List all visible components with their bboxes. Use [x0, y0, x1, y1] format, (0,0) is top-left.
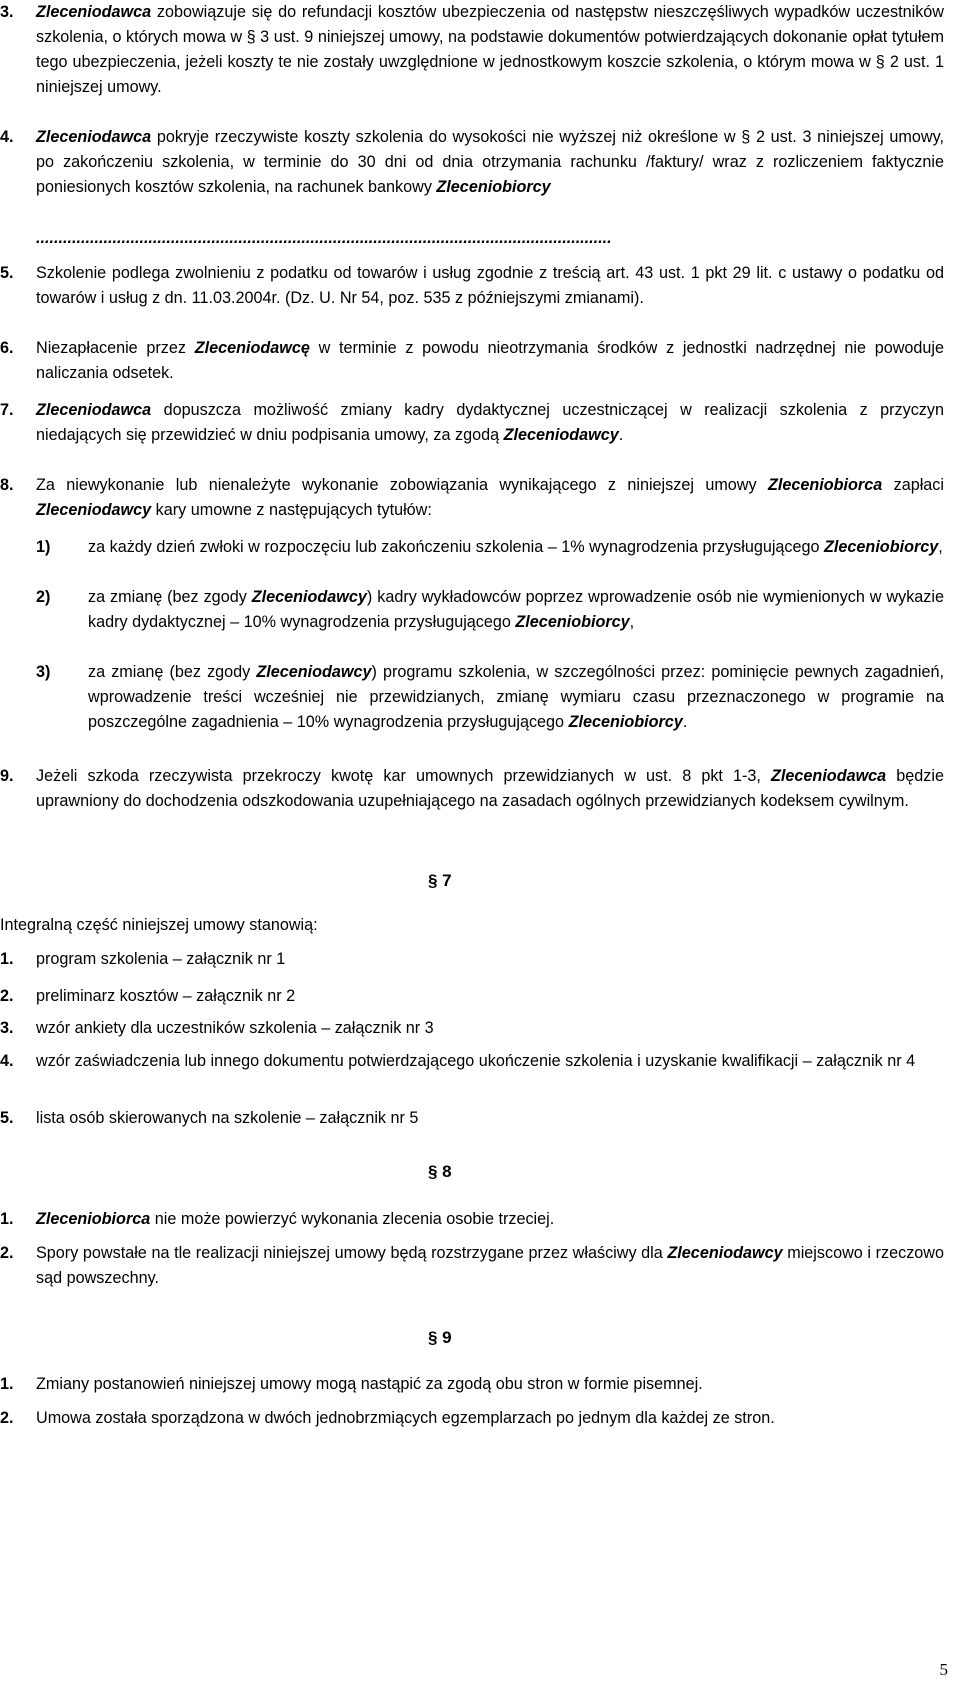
item-text: wzór ankiety dla uczestników szkolenia – załącznik nr 3 [36, 1019, 434, 1037]
item-number: 1. [0, 950, 14, 968]
item-number: 2. [0, 1409, 14, 1427]
text-run: miejscowo i rzeczowo sąd powszechny. [36, 1244, 945, 1287]
paragraph-body [36, 764, 944, 814]
item-number: 1. [0, 1210, 14, 1228]
paragraph-5 [0, 261, 944, 311]
dotted-fill [36, 226, 815, 251]
paragraph-4 [0, 125, 944, 200]
text-run: , [629, 613, 635, 631]
dotted-line [0, 226, 815, 251]
text-run: za zmianę (bez zgody [88, 588, 252, 606]
paragraph-number: 3. [0, 3, 14, 21]
item-number: 2. [0, 1244, 14, 1262]
text-run: . [682, 713, 688, 731]
section-8-item-1 [0, 1207, 944, 1232]
text-run: za każdy dzień zwłoki w rozpoczęciu lub zakończeniu szkolenia – 1% wynagrodzenia przysługującego [88, 538, 825, 556]
paragraph-number: 7. [0, 401, 14, 419]
item-number: 5. [0, 1109, 14, 1127]
emphasized-term: Zleceniodawcy [503, 426, 619, 444]
text-run: , [938, 538, 943, 556]
emphasized-term: Zleceniobiorcy [824, 538, 939, 556]
text-run: nie może powierzyć wykonania zlecenia osobie trzeciej. [150, 1210, 555, 1228]
item-number: 3. [0, 1019, 14, 1037]
paragraph-body [36, 398, 944, 448]
text-run: ) kadry wykładowców poprzez wprowadzenie osób nie wymienionych w wykazie kadry dydaktycznej – 10% wynagrodzenia przysługującego [88, 588, 944, 631]
text-run: Niezapłacenie przez [36, 339, 195, 357]
paragraph-body [36, 336, 944, 386]
item-body [88, 585, 944, 635]
emphasized-term: Zleceniobiorca [767, 476, 883, 494]
attachment-item [0, 1049, 944, 1074]
item-number: 2) [36, 588, 51, 606]
text-run: będzie uprawniony do dochodzenia odszkodowania uzupełniającego na zasadach ogólnych przewidzianych kodeksem cywilnym. [36, 767, 944, 810]
text-run: dopuszcza możliwość zmiany kadry dydaktycznej uczestniczącej w realizacji szkolenia z przyczyn niedających się przewidzieć w dniu podpisania umowy, za zgodą [36, 401, 944, 444]
text-run: zapłaci [882, 476, 944, 494]
paragraph-body [36, 125, 944, 200]
item-number: 1) [36, 538, 51, 556]
attachment-item [0, 1106, 944, 1131]
item-body [88, 660, 944, 735]
paragraph-7 [0, 398, 944, 448]
penalty-item-2 [36, 585, 944, 635]
emphasized-term: Zleceniodawcy [36, 501, 152, 519]
item-text: Umowa została sporządzona w dwóch jednobrzmiących egzemplarzach po jednym dla każdej ze stron. [36, 1409, 775, 1427]
emphasized-term: Zleceniodawca [771, 767, 887, 785]
page-number: 5 [939, 1660, 948, 1679]
text-run: . [618, 426, 624, 444]
emphasized-term: Zleceniodawca [36, 128, 152, 146]
text-run: pokryje rzeczywiste koszty szkolenia do wysokości nie wyższej niż określone w § 2 ust. 3 niniejszej umowy, po zakończeniu szkolenia, w terminie do 30 dni od dnia otrzymania rachunku /faktury/ wraz z rozliczeniem faktycznie poniesionych kosztów szkolenia, na rachunek bankowy [36, 128, 944, 196]
text-run: ) programu szkolenia, w szczególności przez: pominięcie pewnych zagadnień, wprowadzenie treści wcześniej nie przewidzianych, zmianę wymiaru czasu przeznaczonego w programie na poszczególne zagadnienia – 10% wynagrodzenia przysługującego [88, 663, 944, 731]
item-number: 2. [0, 987, 14, 1005]
attachments-intro: Integralną część niniejszej umowy stanowią: [0, 916, 318, 934]
penalty-item-1 [36, 535, 944, 560]
paragraph-body [36, 0, 944, 100]
item-number: 1. [0, 1375, 14, 1393]
paragraph-number: 5. [0, 264, 14, 282]
item-number: 3) [36, 663, 51, 681]
paragraph-number: 6. [0, 339, 14, 357]
penalty-item-3 [36, 660, 944, 735]
item-text: lista osób skierowanych na szkolenie – załącznik nr 5 [36, 1109, 419, 1127]
attachment-item [0, 984, 944, 1009]
text-run: za zmianę (bez zgody [88, 663, 257, 681]
paragraph-6 [0, 336, 944, 386]
text-run: w terminie z powodu nieotrzymania środków z jednostki nadrzędnej nie powoduje naliczania odsetek. [36, 339, 944, 382]
section-7-heading: § 7 [428, 871, 452, 890]
paragraph-9 [0, 764, 944, 814]
item-number: 4. [0, 1052, 14, 1070]
emphasized-term: Zleceniodawcy [667, 1244, 783, 1262]
section-9-item-2 [0, 1406, 944, 1431]
emphasized-term: Zleceniodawcy [251, 588, 367, 606]
item-body [36, 1241, 944, 1291]
item-text: preliminarz kosztów – załącznik nr 2 [36, 987, 296, 1005]
emphasized-term: Zleceniodawca [36, 3, 152, 21]
section-8-item-2 [0, 1241, 944, 1291]
section-9-item-1 [0, 1372, 944, 1397]
emphasized-term: Zleceniodawcę [194, 339, 310, 357]
emphasized-term: Zleceniobiorcy [568, 713, 683, 731]
text-run: kary umowne z następujących tytułów: [151, 501, 432, 519]
emphasized-term: Zleceniobiorca [36, 1210, 151, 1228]
emphasized-term: Zleceniobiorcy [436, 178, 551, 196]
paragraph-body [36, 261, 944, 311]
paragraph-number: 8. [0, 476, 14, 494]
paragraph-8 [0, 473, 944, 523]
item-text: Zmiany postanowień niniejszej umowy mogą nastąpić za zgodą obu stron w formie pisemnej. [36, 1375, 703, 1393]
text-run: Spory powstałe na tle realizacji niniejszej umowy będą rozstrzygane przez właściwy dla [36, 1244, 668, 1262]
emphasized-term: ................................................................................................................................ [36, 229, 612, 247]
attachment-item [0, 1016, 944, 1041]
item-text: program szkolenia – załącznik nr 1 [36, 950, 286, 968]
text-run: zobowiązuje się do refundacji kosztów ubezpieczenia od następstw nieszczęśliwych wypadków uczestników szkolenia, o których mowa w § 3 ust. 9 niniejszej umowy, na podstawie dokumentów potwierdzających dokonanie opłat tytułem tego ubezpieczenia, jeżeli koszty te nie zostały uwzględnione w jednostkowym koszcie szkolenia, o którym mowa w § 2 ust. 1 niniejszej umowy. [36, 3, 944, 96]
emphasized-term: Zleceniodawca [36, 401, 152, 419]
item-text: wzór zaświadczenia lub innego dokumentu potwierdzającego ukończenie szkolenia i uzyskanie kwalifikacji – załącznik nr 4 [36, 1052, 916, 1070]
text-run: Szkolenie podlega zwolnieniu z podatku od towarów i usług zgodnie z treścią art. 43 ust. 1 pkt 29 lit. c ustawy o podatku od towarów i usług z dn. 11.03.2004r. (Dz. U. Nr 54, poz. 535 z późniejszymi zmianami). [36, 264, 944, 307]
section-9-heading: § 9 [428, 1328, 452, 1347]
item-body [36, 1207, 944, 1232]
section-8-heading: § 8 [428, 1162, 452, 1181]
text-run: Za niewykonanie lub nienależyte wykonanie zobowiązania wynikającego z niniejszej umowy [36, 476, 768, 494]
paragraph-3 [0, 0, 944, 100]
paragraph-number: 4. [0, 128, 14, 146]
emphasized-term: Zleceniodawcy [256, 663, 372, 681]
attachment-item [0, 947, 944, 972]
paragraph-number: 9. [0, 767, 14, 785]
paragraph-body [36, 473, 944, 523]
item-body [88, 535, 944, 560]
emphasized-term: Zleceniobiorcy [515, 613, 630, 631]
text-run: Jeżeli szkoda rzeczywista przekroczy kwotę kar umownych przewidzianych w ust. 8 pkt 1-3, [36, 767, 772, 785]
